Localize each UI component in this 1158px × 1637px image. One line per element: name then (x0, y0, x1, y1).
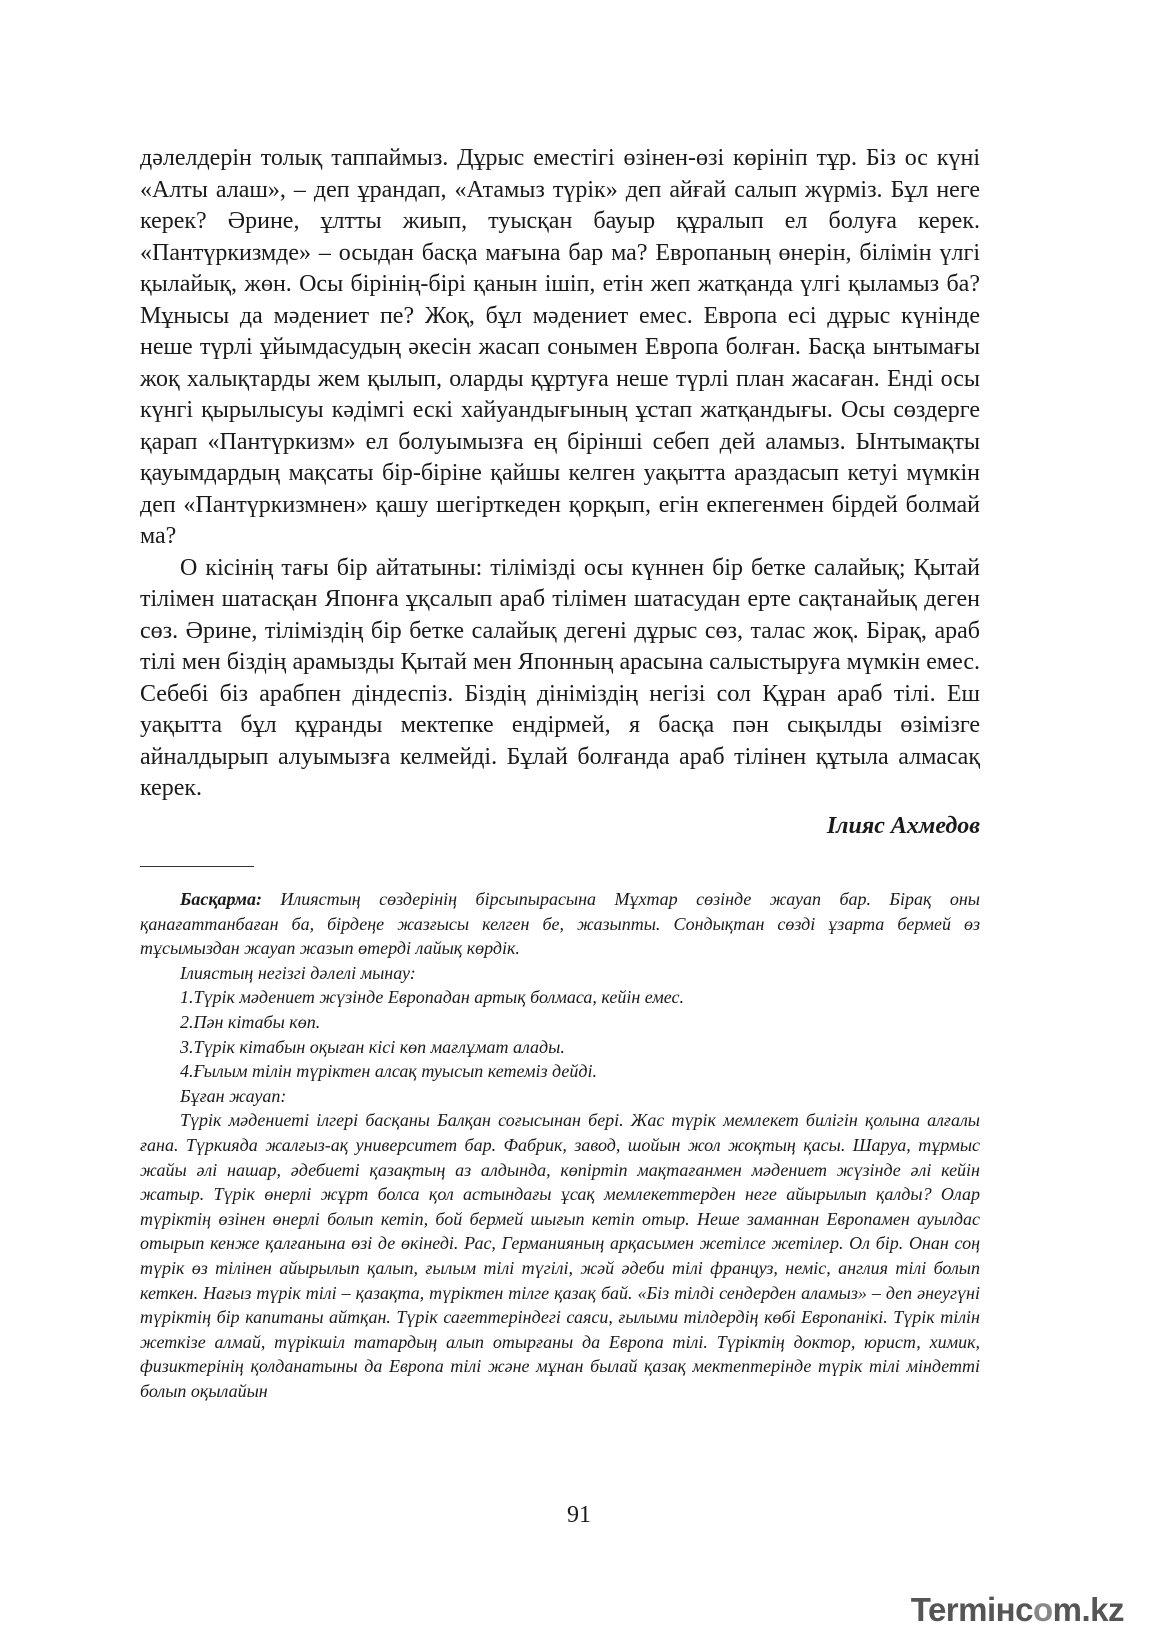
paragraph-2: О кісінің тағы бір айтатыны: тілімізді осы күннен бір бетке салайық; Қытай тілімен шатасқан Японға ұқсалып араб тілімен шатасудан ерте сақтанайық деген сөз. Әрине, тіліміздің бір бетке салайық дегені дұрыс сөз, талас жоқ. Бірақ, араб тілі мен біздің арамызды Қытай мен Японның арасына салыстыруға мүмкін емес. Себебі біз арабпен діндеспіз. Біздің дініміздің негізі сол Құран араб тілі. Еш уақытта бұл құранды мектепке ендірмей, я басқа пән сықылды өзімізге айналдырып алуымызға келмейді. Бұлай болғанда араб тілінен құтыла алмасақ керек. (140, 554, 980, 801)
footnote-line: 3.Түрік кітабын оқыған кісі көп мағлұмат алады. (180, 1036, 565, 1057)
footnote-block (140, 887, 980, 1403)
page-number: 91 (567, 1502, 591, 1528)
logo-text-part1: Termінc (910, 1591, 1033, 1628)
page-content (140, 143, 980, 1403)
footnote-lead-text: Илиястың сөздерінің бірсыпырасына Мұхтар сөзінде жауап бар. Бірақ оны қанағаттанбаған ба, бірдеңе жазғысы келген бе, жазыпты. Сондықтан сөзді ұзарта бермей өз тұсымыздан жауап жазып өтерді лайық көрдік. (140, 889, 980, 959)
main-text (140, 143, 980, 805)
paragraph-1: дәлелдерін толық таппаймыз. Дұрыс еместігі өзінен-өзі көрініп тұр. Біз ос күні «Алты алаш», – деп ұрандап, «Атамыз түрік» деп айғай салып жүрміз. Бұл неге керек? Әрине, ұлтты жиып, туысқан бауыр құралып ел болуға керек. «Пантүркизмде» – осыдан басқа мағына бар ма? Европаның өнерін, білімін үлгі қылайық, жөн. Осы бірінің-бірі қанын ішіп, етін жеп жатқанда үлгі қыламыз ба? Мұнысы да мәдениет пе? Жоқ, бұл мәдениет емес. Европа есі дұрыс күнінде неше түрлі ұйымдасудың әкесін жасап сонымен Европа болған. Басқа ынтымағы жоқ халықтарды жем қылып, оларды құртуға неше түрлі план жасаған. Енді осы күнгі қырылысуы кәдімгі ескі хайуандығының ұстап жатқандығы. Осы сөздерге қарап «Пантүркизм» ел болуымызға ең бірінші себеп дей аламыз. Ынтымақты қауымдардың мақсаты бір-біріне қайшы келген уақытта араздасып кетуі мүмкін деп «Пантүркизмнен» қашу шегірткеден қорқып, егін екпегенмен бірдей болмай ма? (140, 145, 980, 549)
footnote-lead (140, 887, 980, 961)
footnote-lead-label: Басқарма: (180, 889, 262, 909)
footnote-line: 1.Түрік мәдениет жүзінде Европадан артық болмаса, кейін емес. (180, 987, 685, 1008)
footnote-divider (140, 866, 254, 867)
author-signature: Ілияс Ахмедов (826, 812, 980, 839)
logo-text-part2: m.kz (1052, 1591, 1124, 1628)
footnote-line: Ілиястың негізгі дәлелі мынау: (180, 962, 416, 983)
footnote-line: Бұған жауап: (180, 1085, 287, 1106)
footnote-line: 4.Ғылым тілін түріктен алсақ туысып кетеміз дейді. (180, 1061, 597, 1082)
footnote-line: 2.Пән кітабы көп. (180, 1011, 321, 1032)
logo-o-glyph: o (1032, 1591, 1053, 1628)
termincom-logo (911, 1591, 1124, 1629)
footnote-line: Түрік мәдениеті ілгері басқаны Балқан соғысынан бері. Жас түрік мемлекет билігін қолына алғалы ғана. Түркияда жалғыз-ақ университет бар. Фабрик, завод, шойын жол жоқтың қасы. Шаруа, тұрмыс жайы әлі нашар, әдебиеті қазақтың аз алдында, көпіртіп мақтағанмен мәдениет жүзінде әлі кейін жатыр. Түрік өнерлі жұрт болса қол астындағы ұсақ мемлекеттерден неге айырылып қалды? Олар түріктің өзінен өнерлі болып кетіп, бой бермей шығып кетіп отыр. Неше заманнан Европамен ауылдас отырып кенже қалғанына өзі де өкінеді. Рас, Германияның арқасымен жетілсе жетілер. Ол бір. Онан соң түрік өз тілінен айырылып қалып, ғылым тілі түгілі, жәй әдеби тілі француз, неміс, англия тілі болып кеткен. Нағыз түрік тілі – қазақта, түріктен тілге қазақ бай. «Біз тілді сендерден аламыз» – деп әнеугүні түріктің бір капитаны айтқан. Түрік сағеттеріндегі саяси, ғылыми тілдердің көбі Европанікі. Түрік тілін жеткізе алмай, түрікшіл татардың алып отырғаны да Европа тілі. Түріктің доктор, юрист, химик, физиктерінің қолданатыны да Европа тілі және мұнан былай қазақ мектептерінде түрік тілі міндетті болып оқылайын (140, 1110, 980, 1401)
